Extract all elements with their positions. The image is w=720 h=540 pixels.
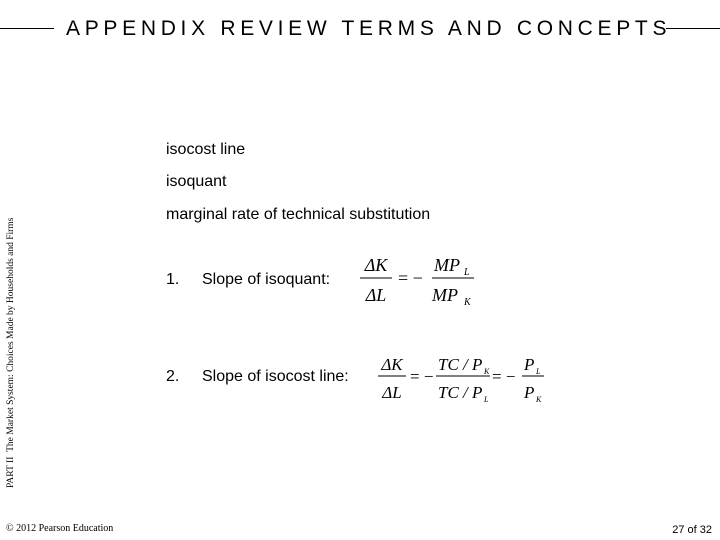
part-number: PART II bbox=[6, 456, 16, 488]
item-2-equals-minus-1: = − bbox=[410, 367, 434, 386]
item-2-tc-num-sub: K bbox=[484, 367, 490, 376]
item-2-p-den-sub: K bbox=[536, 395, 542, 404]
item-1-lhs-den: ΔL bbox=[365, 285, 387, 305]
term-mrts: marginal rate of technical substitution bbox=[166, 206, 431, 223]
header-rule-right bbox=[666, 28, 720, 29]
item-1-mp-den: MP bbox=[432, 285, 458, 305]
item-2-equals-minus-2: = − bbox=[492, 367, 516, 386]
item-2-number: 2. bbox=[166, 368, 180, 385]
header-rule-left bbox=[0, 28, 54, 29]
term-isocost-line: isocost line bbox=[166, 141, 246, 158]
item-2-tc-num: TC / P bbox=[438, 355, 483, 374]
item-2-p-den: P bbox=[524, 383, 535, 402]
copyright-notice: © 2012 Pearson Education bbox=[6, 523, 114, 534]
chapter-title: The Market System: Choices Made by Households and Firms bbox=[6, 217, 16, 452]
item-1-lhs-num: ΔK bbox=[364, 255, 388, 275]
item-2-tc-den-sub: L bbox=[484, 395, 489, 404]
item-1-label: Slope of isoquant: bbox=[202, 271, 331, 288]
term-isoquant: isoquant bbox=[166, 173, 227, 190]
item-1-mp-num: MP bbox=[434, 255, 460, 275]
side-part-label bbox=[6, 218, 16, 488]
item-1-mp-den-sub: K bbox=[464, 297, 471, 308]
item-2-label: Slope of isocost line: bbox=[202, 368, 349, 385]
item-1-number: 1. bbox=[166, 271, 180, 288]
page-number: 27 of 32 bbox=[672, 524, 712, 536]
item-2-lhs-den: ΔL bbox=[382, 383, 402, 402]
item-1-equals-minus: = − bbox=[398, 268, 423, 288]
item-1-mp-num-sub: L bbox=[464, 267, 470, 278]
isoquant-slope-formula bbox=[356, 248, 486, 312]
item-2-tc-den: TC / P bbox=[438, 383, 483, 402]
item-2-lhs-num: ΔK bbox=[381, 355, 403, 374]
isocost-slope-formula bbox=[374, 348, 554, 408]
item-2-p-num-sub: L bbox=[536, 367, 541, 376]
slide-title: APPENDIX REVIEW TERMS AND CONCEPTS bbox=[66, 17, 672, 40]
slide-header bbox=[0, 15, 720, 43]
item-2-p-num: P bbox=[524, 355, 535, 374]
